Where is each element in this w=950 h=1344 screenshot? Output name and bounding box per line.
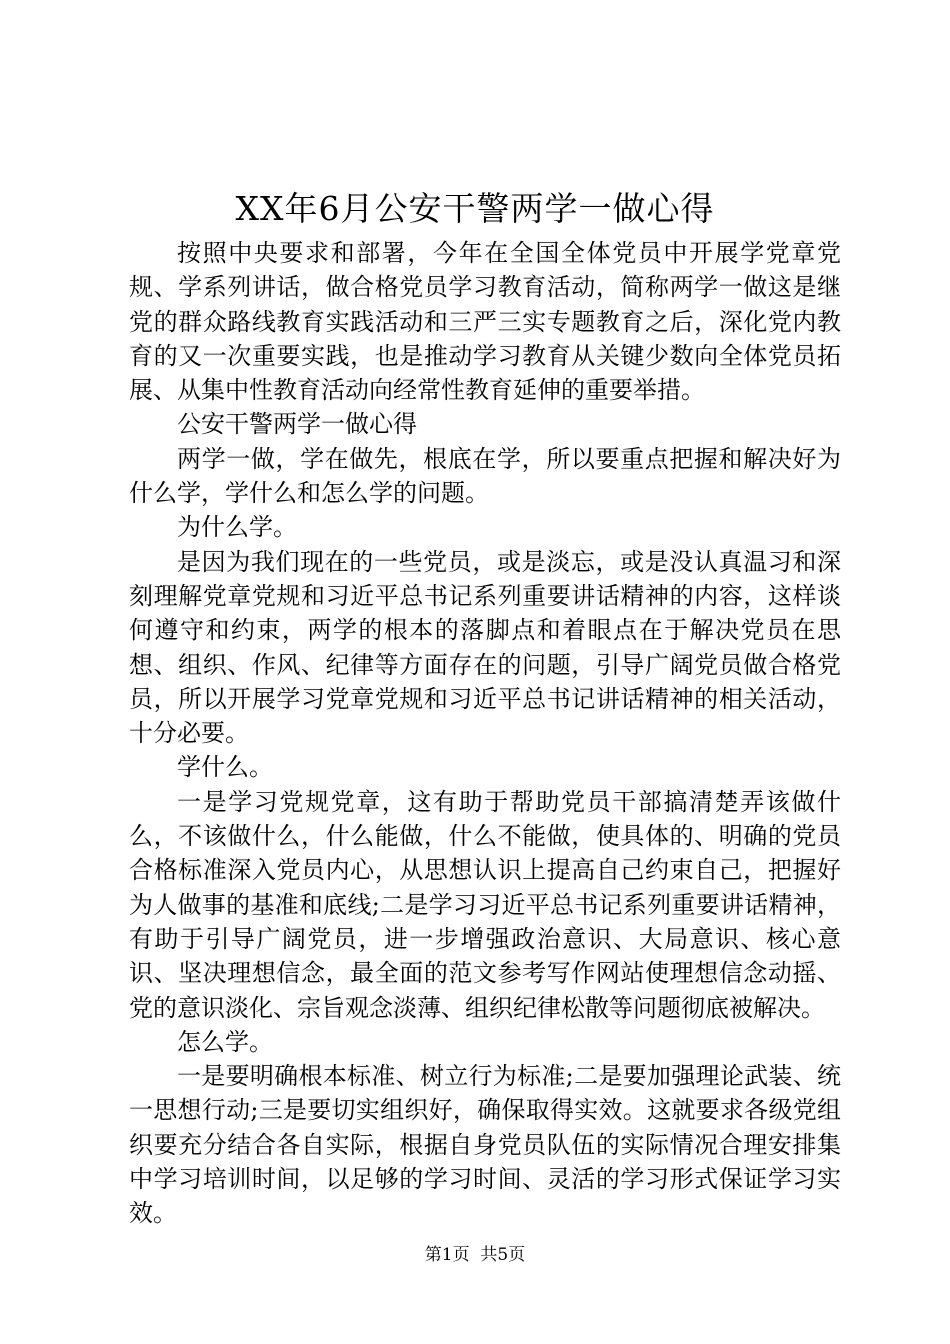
paragraph-how-learn: 一是要明确根本标准、树立行为标准;二是要加强理论武装、统一思想行动;三是要切实组织好，确保取得实效。这就要求各级党组织要充分结合各自实际，根据自身党员队伍的实际情况合理安排集中学习培训时间，以足够的学习时间、灵活的学习形式保证学习实效。 (129, 1062, 841, 1228)
heading-why-learn: 为什么学。 (177, 513, 297, 542)
heading-what-learn: 学什么。 (177, 753, 273, 782)
paragraph-subtitle: 公安干警两学一做心得 (177, 410, 417, 439)
page-number-footer: 第1页 共5页 (424, 1245, 526, 1265)
paragraph-intro: 按照中央要求和部署，今年在全国全体党员中开展学党章党规、学系列讲话，做合格党员学习教育活动，简称两学一做这是继党的群众路线教育实践活动和三严三实专题教育之后，深化党内教育的又一次重要实践，也是推动学习教育从关键少数向全体党员拓展、从集中性教育活动向经常性教育延伸的重要举措。 (129, 239, 841, 405)
paragraph-what-learn: 一是学习党规党章，这有助于帮助党员干部搞清楚弄该做什么，不该做什么，什么能做，什么不能做，使具体的、明确的党员合格标准深入党员内心，从思想认识上提高自己约束自己，把握好为人做事的基准和底线;二是学习习近平总书记系列重要讲话精神，有助于引导广阔党员，进一步增强政治意识、大局意识、核心意识、坚决理想信念，最全面的范文参考写作网站使理想信念动摇、党的意识淡化、宗旨观念淡薄、组织纪律松散等问题彻底被解决。 (129, 787, 841, 1022)
paragraph-overview: 两学一做，学在做先，根底在学，所以要重点把握和解决好为什么学，学什么和怎么学的问题。 (129, 444, 841, 508)
paragraph-why-learn: 是因为我们现在的一些党员，或是淡忘，或是没认真温习和深刻理解党章党规和习近平总书记系列重要讲话精神的内容，这样谈何遵守和约束，两学的根本的落脚点和着眼点在于解决党员在思想、组织、作风、纪律等方面存在的问题，引导广阔党员做合格党员，所以开展学习党章党规和习近平总书记讲话精神的相关活动，十分必要。 (129, 547, 841, 748)
document-body (129, 236, 841, 1231)
document-title: XX年6月公安干警两学一做心得 (235, 189, 715, 228)
heading-how-learn: 怎么学。 (177, 1027, 273, 1056)
